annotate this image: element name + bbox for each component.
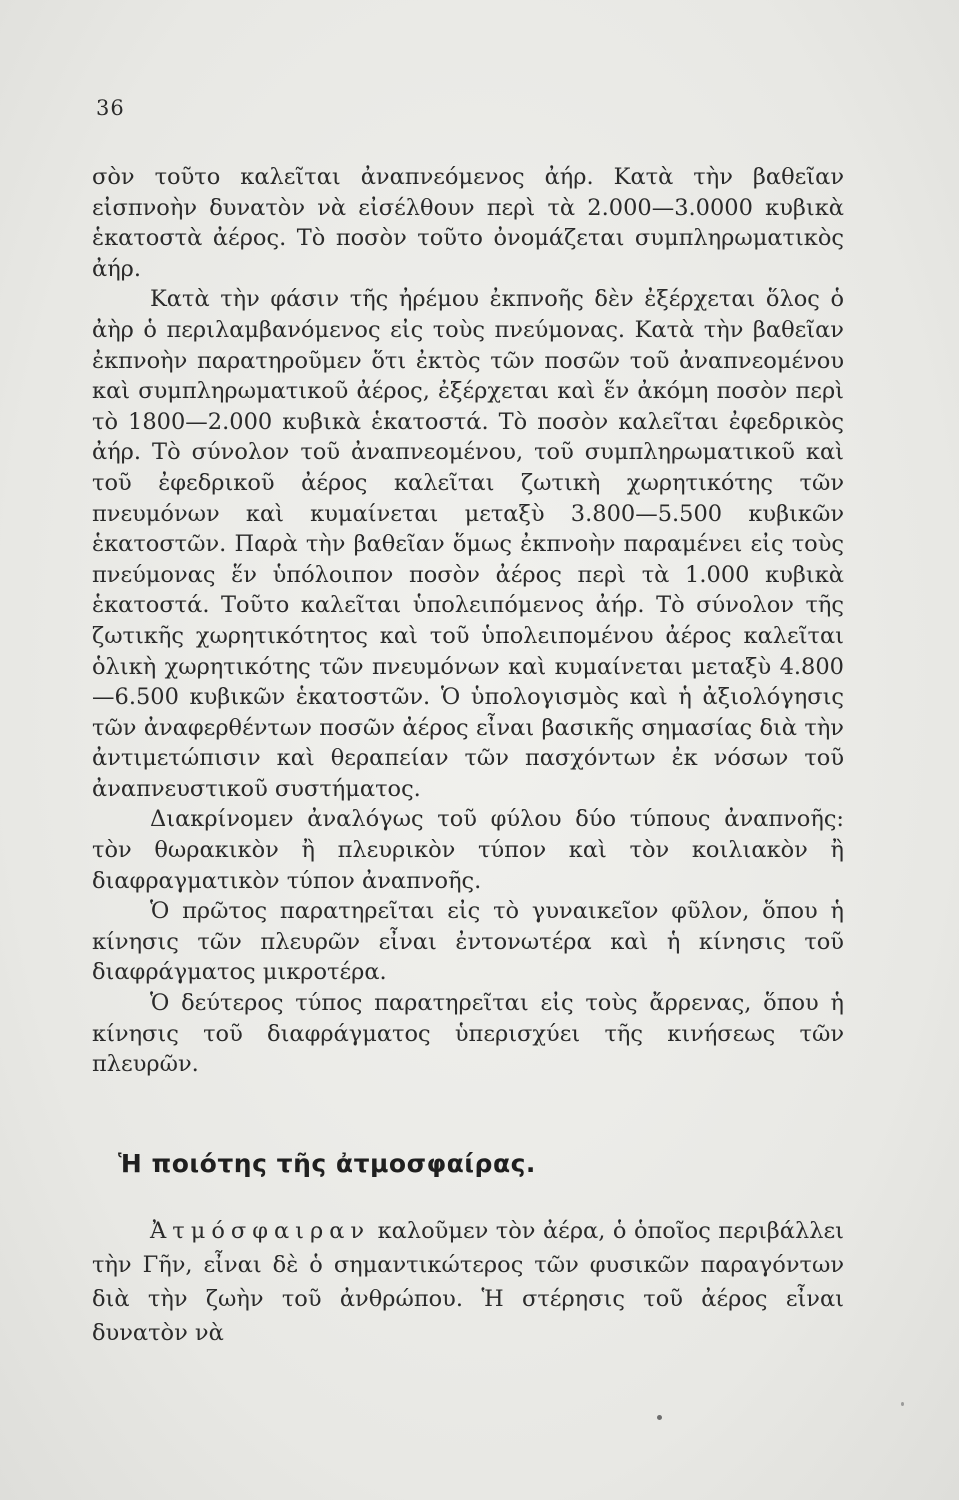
paragraph-5: Ὁ δεύτερος τύπος παρατηρεῖται εἰς τοὺς ἄρρενας, ὅπου ἡ κίνησις τοῦ διαφράγματος ὑπερισχύει τῆς κινήσεως τῶν πλευρῶν. [92, 990, 844, 1078]
paragraph-2: Κατὰ τὴν φάσιν τῆς ἠρέμου ἐκπνοῆς δὲν ἐξέρχεται ὅλος ὁ ἀὴρ ὁ περιλαμβανόμενος εἰς τοὺς πνεύμονας. Κατὰ τὴν βαθεῖαν ἐκπνοὴν παρατηροῦμεν ὅτι ἐκτὸς τῶν ποσῶν τοῦ ἀναπνεομένου καὶ συμπληρωματικοῦ ἀέρος, ἐξέρχεται καὶ ἕν ἀκόμη ποσὸν περὶ τὸ 1800—2.000 κυβικὰ ἑκατοστά. Τὸ ποσὸν καλεῖται ἐφεδρικὸς ἀήρ. Τὸ σύνολον τοῦ ἀναπνεομένου, τοῦ συμπληρωματικοῦ καὶ τοῦ ἐφεδρικοῦ ἀέρος καλεῖται ζωτικὴ χωρητικότης τῶν πνευμόνων καὶ κυμαίνεται μεταξὺ 3.800—5.500 κυβικῶν ἑκατοστῶν. Παρὰ τὴν βαθεῖαν ὅμως ἐκπνοὴν παραμένει εἰς τοὺς πνεύμονας ἕν ὑπόλοιπον ποσὸν ἀέρος περὶ τὰ 1.000 κυβικὰ ἑκατοστά. Τοῦτο καλεῖται ὑπολειπόμενος ἀήρ. Τὸ σύνολον τῆς ζωτικῆς χωρητικότητος καὶ τοῦ ὑπολειπομένου ἀέρος καλεῖται ὁλικὴ χωρητικότης τῶν πνευμόνων καὶ κυμαίνεται μεταξὺ 4.800—6.500 κυβικῶν ἑκατοστῶν. Ὁ ὑπολογισμὸς καὶ ἡ ἀξιολόγησις τῶν ἀναφερθέντων ποσῶν ἀέρος εἶναι βασικῆς σημασίας διὰ τὴν ἀντιμετώπισιν καὶ θεραπείαν τῶν πασχόντων ἐκ νόσων τοῦ ἀναπνευστικοῦ συστήματος. [92, 286, 844, 802]
paragraph-4: Ὁ πρῶτος παρατηρεῖται εἰς τὸ γυναικεῖον φῦλον, ὅπου ἡ κίνησις τῶν πλευρῶν εἶναι ἐντονωτέρα καὶ ἡ κίνησις τοῦ διαφράγματος μικροτέρα. [92, 898, 844, 986]
body-text [92, 162, 844, 1080]
section-paragraph: καλοῦμεν τὸν ἀέρα, ὁ ὁποῖος περιβάλλει τὴν Γῆν, εἶναι δὲ ὁ σημαντικώτερος τῶν φυσικῶν παραγόντων διὰ τὴν ζωὴν τοῦ ἀνθρώπου. Ἡ στέρησις τοῦ ἀέρος εἶναι δυνατὸν νὰ [92, 1218, 844, 1346]
paper-speck [657, 1415, 662, 1420]
section-heading: Ἡ ποιότης τῆς ἀτμοσφαίρας. [118, 1149, 536, 1178]
paper-speck [901, 1402, 904, 1406]
paragraph-3: Διακρίνομεν ἀναλόγως τοῦ φύλου δύο τύπους ἀναπνοῆς: τὸν θωρακικὸν ἢ πλευρικὸν τύπον καὶ τὸν κοιλιακὸν ἢ διαφραγματικὸν τύπον ἀναπνοῆς. [92, 806, 844, 894]
paragraph-1: σὸν τοῦτο καλεῖται ἀναπνεόμενος ἀήρ. Κατὰ τὴν βαθεῖαν εἰσπνοὴν δυνατὸν νὰ εἰσέλθουν περὶ τὰ 2.000—3.0000 κυβικὰ ἑκατοστὰ ἀέρος. Τὸ ποσὸν τοῦτο ὀνομάζεται συμπληρωματικὸς ἀήρ. [92, 164, 844, 282]
section-text [92, 1214, 844, 1350]
page-number: 36 [96, 96, 125, 120]
section-lead-word: Ἀτμόσφαιραν [150, 1218, 371, 1244]
